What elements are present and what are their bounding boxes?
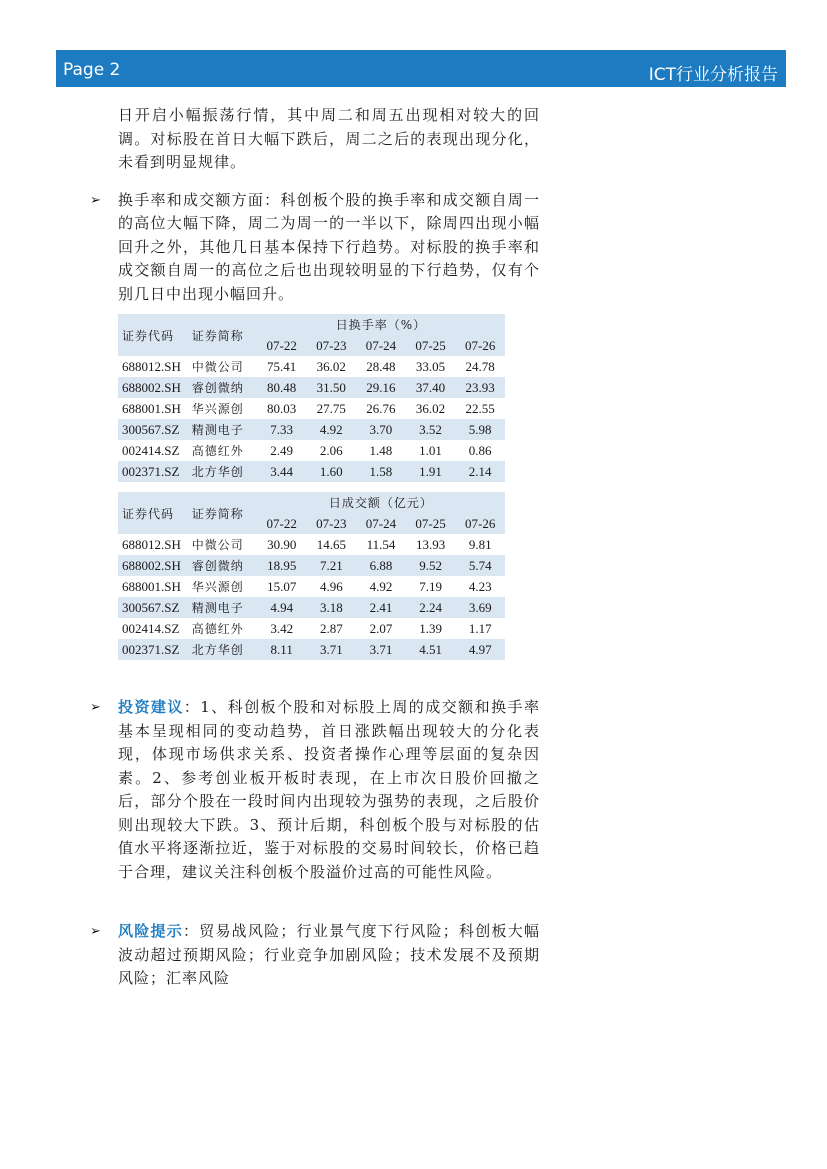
- security-code: 688012.SH: [122, 358, 181, 374]
- value-cell: 3.18: [307, 597, 357, 618]
- risk-text: ：贸易战风险；行业景气度下行风险；科创板大幅波动超过预期风险；行业竞争加剧风险；技术发展不及预期风险；汇率风险: [118, 922, 540, 987]
- value-cell: 0.86: [468, 442, 492, 458]
- value-cell: 80.03: [267, 400, 297, 416]
- group-header-volume: 日成交额（亿元）: [257, 492, 505, 513]
- intro-paragraph: 日开启小幅振荡行情，其中周二和周五出现相对较大的回调。对标股在首日大幅下跌后，周二之后的表现出现分化，未看到明显规律。: [118, 106, 540, 171]
- security-code: 688002.SH: [118, 377, 192, 398]
- report-title: ICT行业分析报告: [648, 65, 778, 85]
- value-cell: 11.54: [366, 536, 396, 552]
- value-cell: 2.24: [406, 597, 456, 618]
- value-cell: 36.02: [415, 400, 446, 416]
- value-cell: 7.21: [307, 555, 357, 576]
- value-cell: 9.81: [468, 536, 492, 552]
- value-cell: 31.50: [306, 377, 356, 398]
- security-name: 高德红外: [191, 622, 244, 636]
- value-cell: 7.33: [257, 419, 307, 440]
- value-cell: 9.52: [406, 555, 456, 576]
- value-cell: 2.07: [369, 620, 393, 636]
- value-cell: 24.78: [465, 358, 495, 374]
- value-cell: 18.95: [257, 555, 307, 576]
- header-bar: [56, 50, 786, 87]
- value-cell: 4.97: [455, 639, 505, 660]
- value-cell: 1.91: [406, 461, 456, 482]
- table-row: [118, 534, 505, 555]
- investment-bullet: [90, 696, 540, 884]
- value-cell: 4.92: [369, 578, 393, 594]
- value-cell: 4.92: [306, 419, 356, 440]
- col-header-code: 证券代码: [118, 492, 192, 534]
- turnover-paragraph: 换手率和成交额方面：科创板个股的换手率和成交额自周一的高位大幅下降，周二为周一的一半以下，除周四出现小幅回升之外，其他几日基本保持下行趋势。对标股的换手率和成交额自周一的高位之后也出现较明显的下行趋势，仅有个别几日中出现小幅回升。: [118, 190, 540, 303]
- date-header: 07-23: [306, 335, 356, 356]
- value-cell: 3.52: [406, 419, 456, 440]
- table-row: [118, 356, 505, 377]
- value-cell: 1.01: [419, 442, 442, 458]
- table-row: [118, 419, 505, 440]
- bullet-arrow-icon: ➢: [90, 700, 101, 715]
- value-cell: 1.39: [419, 620, 442, 636]
- security-code: 002414.SZ: [122, 620, 180, 636]
- risk-bullet: [90, 920, 540, 991]
- value-cell: 23.93: [455, 377, 505, 398]
- value-cell: 22.55: [465, 400, 495, 416]
- trade-volume-table: [118, 492, 505, 660]
- bullet-arrow-icon: ➢: [90, 924, 101, 939]
- security-code: 300567.SZ: [118, 597, 192, 618]
- value-cell: 3.44: [257, 461, 307, 482]
- security-code: 688001.SH: [122, 578, 181, 594]
- value-cell: 27.75: [316, 400, 346, 416]
- table-row: [118, 440, 505, 461]
- table-row: [118, 639, 505, 660]
- security-name: 北方华创: [192, 461, 257, 482]
- security-name: 睿创微纳: [192, 377, 257, 398]
- value-cell: 5.98: [455, 419, 505, 440]
- value-cell: 2.41: [356, 597, 406, 618]
- value-cell: 37.40: [406, 377, 456, 398]
- value-cell: 80.48: [257, 377, 307, 398]
- value-cell: 7.19: [419, 578, 442, 594]
- value-cell: 3.71: [307, 639, 357, 660]
- security-code: 002371.SZ: [118, 461, 192, 482]
- value-cell: 13.93: [415, 536, 446, 552]
- value-cell: 3.71: [356, 639, 406, 660]
- value-cell: 36.02: [316, 358, 346, 374]
- value-cell: 15.07: [267, 578, 297, 594]
- security-name: 高德红外: [191, 444, 244, 458]
- value-cell: 4.51: [406, 639, 456, 660]
- value-cell: 2.14: [455, 461, 505, 482]
- value-cell: 8.11: [257, 639, 307, 660]
- value-cell: 5.74: [455, 555, 505, 576]
- value-cell: 1.60: [306, 461, 356, 482]
- table-row: [118, 461, 505, 482]
- risk-keyword: 风险提示: [118, 922, 183, 940]
- date-header: 07-26: [455, 335, 505, 356]
- value-cell: 75.41: [267, 358, 297, 374]
- date-header: 07-24: [356, 335, 406, 356]
- value-cell: 4.96: [319, 578, 343, 594]
- table-row: [118, 618, 505, 639]
- value-cell: 1.17: [468, 620, 492, 636]
- bullet-arrow-icon: ➢: [90, 192, 101, 208]
- date-header: 07-23: [307, 513, 357, 534]
- security-name: 中微公司: [191, 360, 244, 374]
- security-name: 华兴源创: [191, 580, 244, 594]
- value-cell: 1.58: [356, 461, 406, 482]
- date-header: 07-22: [257, 513, 307, 534]
- date-header: 07-22: [257, 335, 307, 356]
- table-row: [118, 398, 505, 419]
- value-cell: 3.69: [455, 597, 505, 618]
- value-cell: 3.42: [270, 620, 294, 636]
- security-name: 华兴源创: [191, 402, 244, 416]
- security-code: 300567.SZ: [118, 419, 192, 440]
- table-row: [118, 597, 505, 618]
- value-cell: 2.06: [319, 442, 343, 458]
- security-code: 688012.SH: [122, 536, 181, 552]
- security-code: 002371.SZ: [118, 639, 192, 660]
- turnover-bullet: [90, 189, 540, 307]
- group-header-turnover: 日换手率（%）: [257, 314, 505, 335]
- table-row: [118, 377, 505, 398]
- value-cell: 4.94: [257, 597, 307, 618]
- investment-text: ：1、科创板个股和对标股上周的成交额和换手率基本呈现相同的变动趋势，首日涨跌幅出现较大的分化表现，体现市场供求关系、投资者操作心理等层面的复杂因素。2、参考创业板开板时表现，在上市次日股价回撤之后，部分个股在一段时间内出现较为强势的表现，之后股价则出现较大下跌。3、预计后期，科创板个股与对标股的估值水平将逐渐拉近，鉴于对标股的交易时间较长，价格已趋于合理，建议关注科创板个股溢价过高的可能性风险。: [118, 698, 540, 881]
- value-cell: 26.76: [366, 400, 396, 416]
- security-name: 睿创微纳: [192, 555, 257, 576]
- security-code: 688002.SH: [118, 555, 192, 576]
- page-number: Page 2: [63, 60, 121, 80]
- value-cell: 1.48: [369, 442, 393, 458]
- value-cell: 30.90: [267, 536, 297, 552]
- value-cell: 4.23: [468, 578, 492, 594]
- value-cell: 2.49: [270, 442, 294, 458]
- table-row: [118, 555, 505, 576]
- security-code: 688001.SH: [122, 400, 181, 416]
- date-header: 07-25: [406, 335, 456, 356]
- security-name: 中微公司: [191, 538, 244, 552]
- date-header: 07-26: [455, 513, 505, 534]
- risk-paragraph: [118, 920, 540, 991]
- table-row: [118, 576, 505, 597]
- main-content: [90, 104, 540, 991]
- volume-table-body: [118, 534, 505, 660]
- security-name: 精测电子: [192, 597, 257, 618]
- value-cell: 14.65: [316, 536, 346, 552]
- investment-paragraph: [118, 696, 540, 884]
- date-header: 07-24: [356, 513, 406, 534]
- value-cell: 29.16: [356, 377, 406, 398]
- value-cell: 6.88: [356, 555, 406, 576]
- security-name: 北方华创: [192, 639, 257, 660]
- value-cell: 3.70: [356, 419, 406, 440]
- investment-keyword: 投资建议: [118, 698, 184, 716]
- security-code: 002414.SZ: [122, 442, 180, 458]
- turnover-table-body: [118, 356, 505, 482]
- turnover-rate-table: [118, 314, 505, 482]
- value-cell: 28.48: [366, 358, 396, 374]
- date-header: 07-25: [406, 513, 456, 534]
- security-name: 精测电子: [192, 419, 257, 440]
- col-header-code: 证券代码: [118, 314, 192, 356]
- value-cell: 33.05: [415, 358, 446, 374]
- col-header-name: 证券简称: [192, 314, 257, 356]
- value-cell: 2.87: [319, 620, 343, 636]
- col-header-name: 证券简称: [192, 492, 257, 534]
